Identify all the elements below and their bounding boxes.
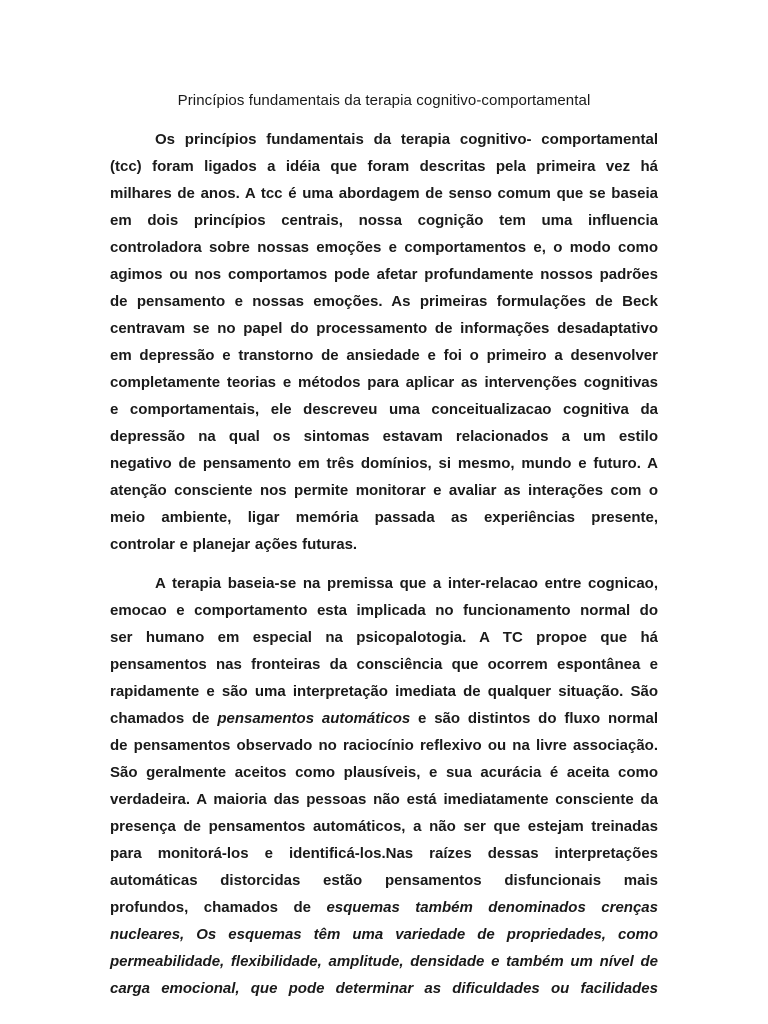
text-line: Os princípios fundamentais da terapia cognitivo- comportamental <box>155 131 658 148</box>
text-line: para monitorá-los e identificá-los.Nas raízes dessas interpretações <box>110 845 658 862</box>
text-line: presença de pensamentos automáticos, a não ser que estejam treinadas <box>110 818 658 835</box>
text-segment: e são distintos do fluxo normal <box>410 710 658 727</box>
text-line: de pensamento e nossas emoções. As primeiras formulações de Beck <box>110 293 658 310</box>
text-line: de pensamentos observado no raciocínio reflexivo ou na livre associação. <box>110 737 658 754</box>
text-segment: chamados de <box>110 710 218 727</box>
text-line: em depressão e transtorno de ansiedade e foi o primeiro a desenvolver <box>110 347 658 364</box>
text-line: automáticas distorcidas estão pensamentos disfuncionais mais <box>110 872 658 889</box>
text-line: A terapia baseia-se na premissa que a inter-relacao entre cognicao, <box>155 575 658 592</box>
paragraph-1 <box>110 126 658 558</box>
italic-term: pensamentos automáticos <box>217 710 411 727</box>
text-line: negativo de pensamento em três domínios, si mesmo, mundo e futuro. A <box>110 455 658 472</box>
text-line: completamente teorias e métodos para aplicar as intervenções cognitivas <box>110 374 658 391</box>
italic-text-line: nucleares, Os esquemas têm uma variedade de propriedades, como <box>110 926 658 943</box>
italic-text-line: permeabilidade, flexibilidade, amplitude, densidade e também um nível de <box>110 953 658 970</box>
text-line: pensamentos nas fronteiras da consciência que ocorrem espontânea e <box>110 656 658 673</box>
document-title: Princípios fundamentais da terapia cognitivo-comportamental <box>177 92 591 109</box>
italic-text-line: carga emocional, que pode determinar as dificuldades ou facilidades <box>110 980 658 997</box>
text-line: verdadeira. A maioria das pessoas não está imediatamente consciente da <box>110 791 658 808</box>
text-line: São geralmente aceitos como plausíveis, e sua acurácia é aceita como <box>110 764 658 781</box>
text-line-mixed <box>110 705 658 732</box>
paragraph-2 <box>110 570 658 1002</box>
text-line: (tcc) foram ligados a idéia que foram descritas pela primeira vez há <box>110 158 658 175</box>
text-line: em dois princípios centrais, nossa cognição tem uma influencia <box>110 212 658 229</box>
text-segment: profundos, chamados de <box>110 899 327 916</box>
text-line: milhares de anos. A tcc é uma abordagem de senso comum que se baseia <box>110 185 658 202</box>
text-line-mixed <box>110 894 658 921</box>
text-line: controlar e planejar ações futuras. <box>110 536 358 553</box>
text-line: agimos ou nos comportamos pode afetar profundamente nossos padrões <box>110 266 658 283</box>
text-line: depressão na qual os sintomas estavam relacionados a um estilo <box>110 428 658 445</box>
italic-term: esquemas também denominados crenças <box>326 899 658 916</box>
text-line: e comportamentais, ele descreveu uma conceitualizacao cognitiva da <box>110 401 658 418</box>
text-line: atenção consciente nos permite monitorar e avaliar as interações com o <box>110 482 658 499</box>
text-line: centravam se no papel do processamento de informações desadaptativo <box>110 320 658 337</box>
text-line: meio ambiente, ligar memória passada as experiências presente, <box>110 509 658 526</box>
text-line: emocao e comportamento esta implicada no funcionamento normal do <box>110 602 658 619</box>
text-line: rapidamente e são uma interpretação imediata de qualquer situação. São <box>110 683 658 700</box>
text-line: ser humano em especial na psicopalotogia. A TC propoe que há <box>110 629 658 646</box>
text-line: controladora sobre nossas emoções e comportamentos e, o modo como <box>110 239 658 256</box>
